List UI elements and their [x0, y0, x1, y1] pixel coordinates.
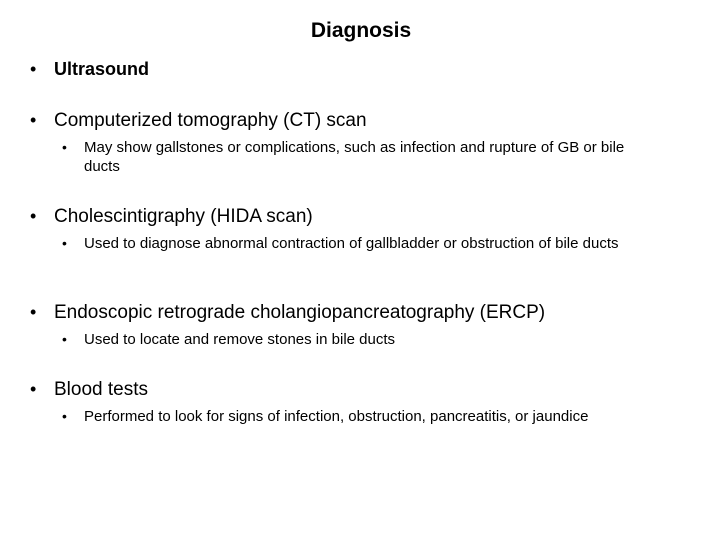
sub-bullet-text: Performed to look for signs of infection, obstruction, pancreatitis, or jaundice: [84, 408, 589, 425]
bullet-item-ultrasound: [30, 57, 690, 81]
sub-bullet-icon: •: [62, 139, 67, 155]
sub-bullet-text: May show gallstones or complications, such as infection and rupture of GB or bile ducts: [84, 139, 625, 175]
sub-bullet-ct-scan: [62, 138, 662, 176]
sub-bullet-icon: •: [62, 408, 67, 424]
sub-bullet-ercp: [62, 330, 662, 349]
bullet-icon: •: [30, 379, 37, 399]
bullet-icon: •: [30, 302, 37, 322]
bullet-text: Endoscopic retrograde cholangiopancreatography (ERCP): [54, 302, 546, 323]
bullet-text: Ultrasound: [54, 59, 150, 79]
bullet-icon: •: [30, 110, 37, 130]
bullet-item-blood-tests: [30, 378, 690, 402]
sub-bullet-blood-tests: [62, 407, 662, 426]
bullet-text: Computerized tomography (CT) scan: [54, 110, 367, 131]
sub-bullet-icon: •: [62, 331, 67, 347]
bullet-icon: •: [30, 59, 37, 79]
bullet-item-hida-scan: [30, 205, 690, 229]
slide-title: Diagnosis: [310, 19, 412, 42]
bullet-item-ct-scan: [30, 109, 690, 133]
bullet-icon: •: [30, 206, 37, 226]
bullet-text: Blood tests: [54, 379, 148, 400]
sub-bullet-icon: •: [62, 235, 67, 251]
sub-bullet-hida-scan: [62, 234, 662, 253]
sub-bullet-text: Used to locate and remove stones in bile ducts: [84, 331, 396, 348]
bullet-item-ercp: [30, 301, 690, 325]
sub-bullet-text: Used to diagnose abnormal contraction of gallbladder or obstruction of bile ducts: [84, 235, 619, 252]
bullet-text: Cholescintigraphy (HIDA scan): [54, 206, 313, 227]
